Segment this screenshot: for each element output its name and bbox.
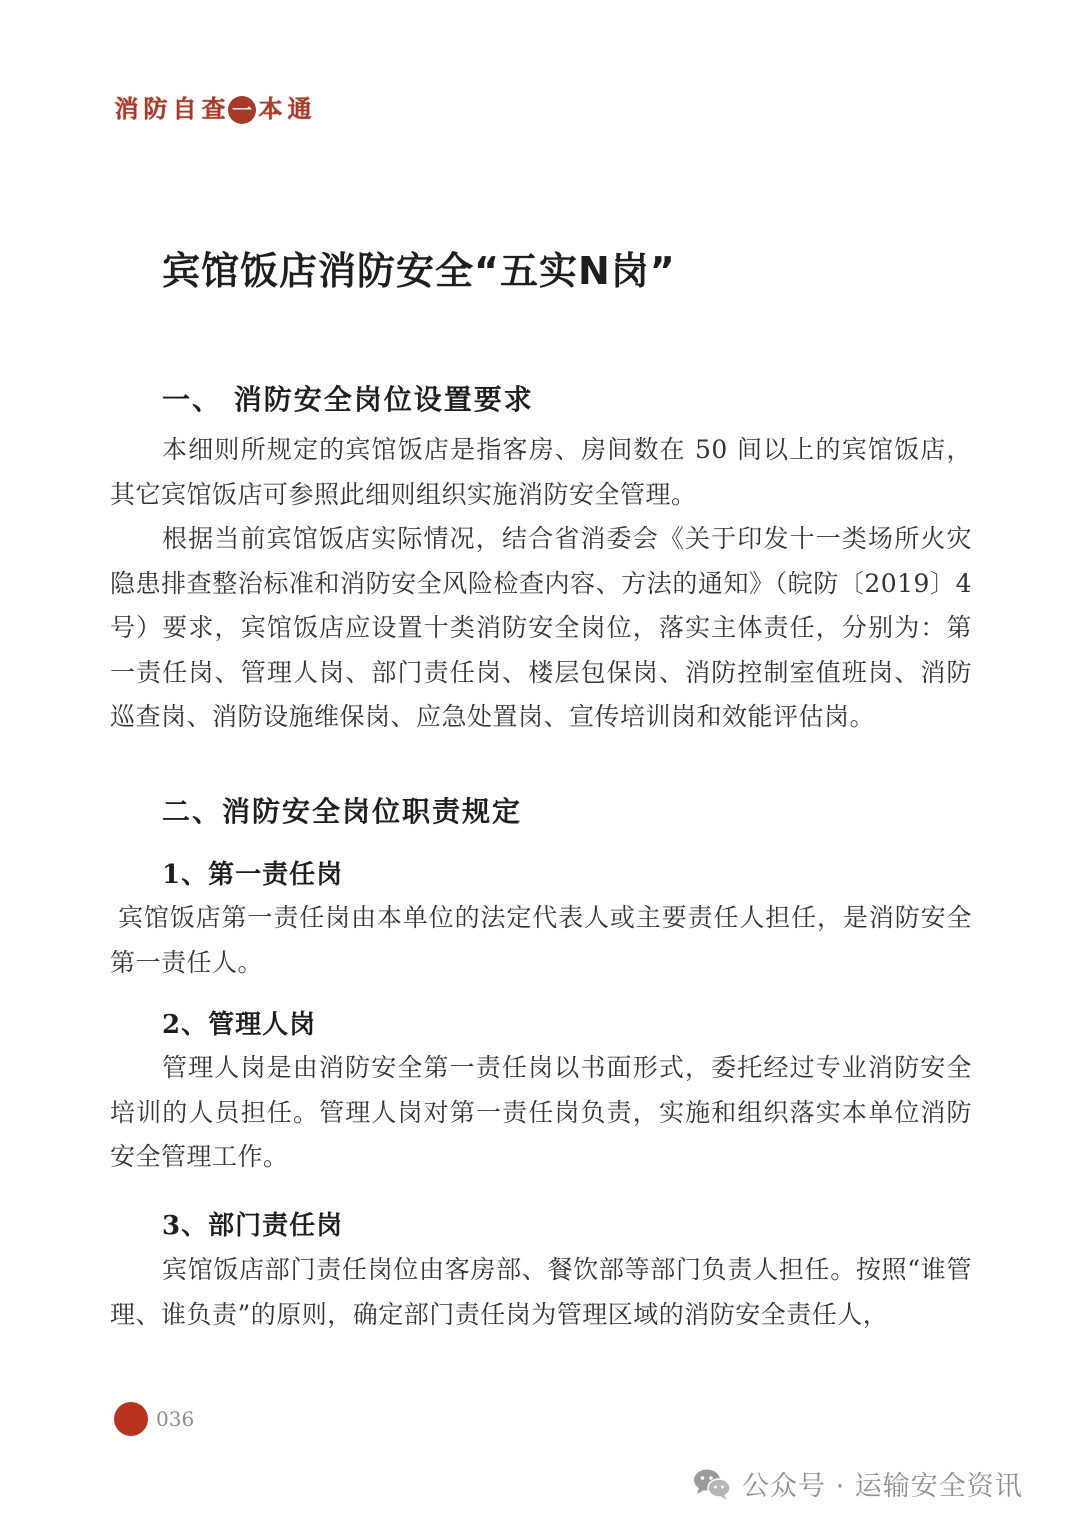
paragraph: 根据当前宾馆饭店实际情况，结合省消委会《关于印发十一类场所火灾隐患排查整治标准和消防安全风险检查内容、方法的通知》（皖防〔2019〕4 号）要求，宾馆饭店应设置十类消防安全岗位，落实主体责任，分别为：第一责任岗、管理人岗、部门责任岗、楼层包保岗、消防控制室值班岗、消防巡查岗、消防设施维保岗、应急处置岗、宣传培训岗和效能评估岗。 — [110, 524, 972, 731]
page-number-text: 036 — [156, 1407, 195, 1431]
brand-char: 自 — [172, 93, 197, 123]
watermark-text: 公众号 · 运输安全资讯 — [742, 1471, 1023, 1502]
brand-char: 一 — [228, 96, 256, 124]
paragraph: 宾馆饭店部门责任岗位由客房部、餐饮部等部门负责人担任。按照“谁管理、谁负责”的原则，确定部门责任岗为管理区域的消防安全责任人， — [110, 1255, 972, 1329]
paragraph: 本细则所规定的宾馆饭店是指客房、房间数在 50 间以上的宾馆饭店，其它宾馆饭店可参照此细则组织实施消防安全管理。 — [110, 435, 972, 509]
watermark — [692, 1464, 1023, 1503]
page-number — [114, 1402, 194, 1436]
section-heading-2: 二、消防安全岗位职责规定 — [162, 795, 523, 828]
page-title: 宾馆饭店消防安全“五实N岗” — [162, 249, 676, 293]
book-brand-logo — [112, 88, 314, 124]
brand-char: 本 — [258, 93, 283, 123]
page-marker-dot — [114, 1402, 148, 1436]
brand-char: 防 — [143, 93, 168, 123]
brand-char: 通 — [287, 93, 312, 123]
section-heading-1: 一、 消防安全岗位设置要求 — [162, 383, 534, 416]
brand-char: 查 — [201, 93, 226, 123]
subsection-heading-3: 3、部门责任岗 — [162, 1211, 344, 1241]
subsection-heading-1: 1、第一责任岗 — [162, 860, 344, 890]
wechat-icon — [692, 1467, 732, 1501]
paragraph: 宾馆饭店第一责任岗由本单位的法定代表人或主要责任人担任，是消防安全第一责任人。 — [110, 903, 972, 977]
subsection-heading-2: 2、管理人岗 — [162, 1010, 317, 1040]
paragraph: 管理人岗是由消防安全第一责任岗以书面形式，委托经过专业消防安全培训的人员担任。管理人岗对第一责任岗负责，实施和组织落实本单位消防安全管理工作。 — [110, 1053, 972, 1171]
brand-char: 消 — [114, 93, 139, 123]
